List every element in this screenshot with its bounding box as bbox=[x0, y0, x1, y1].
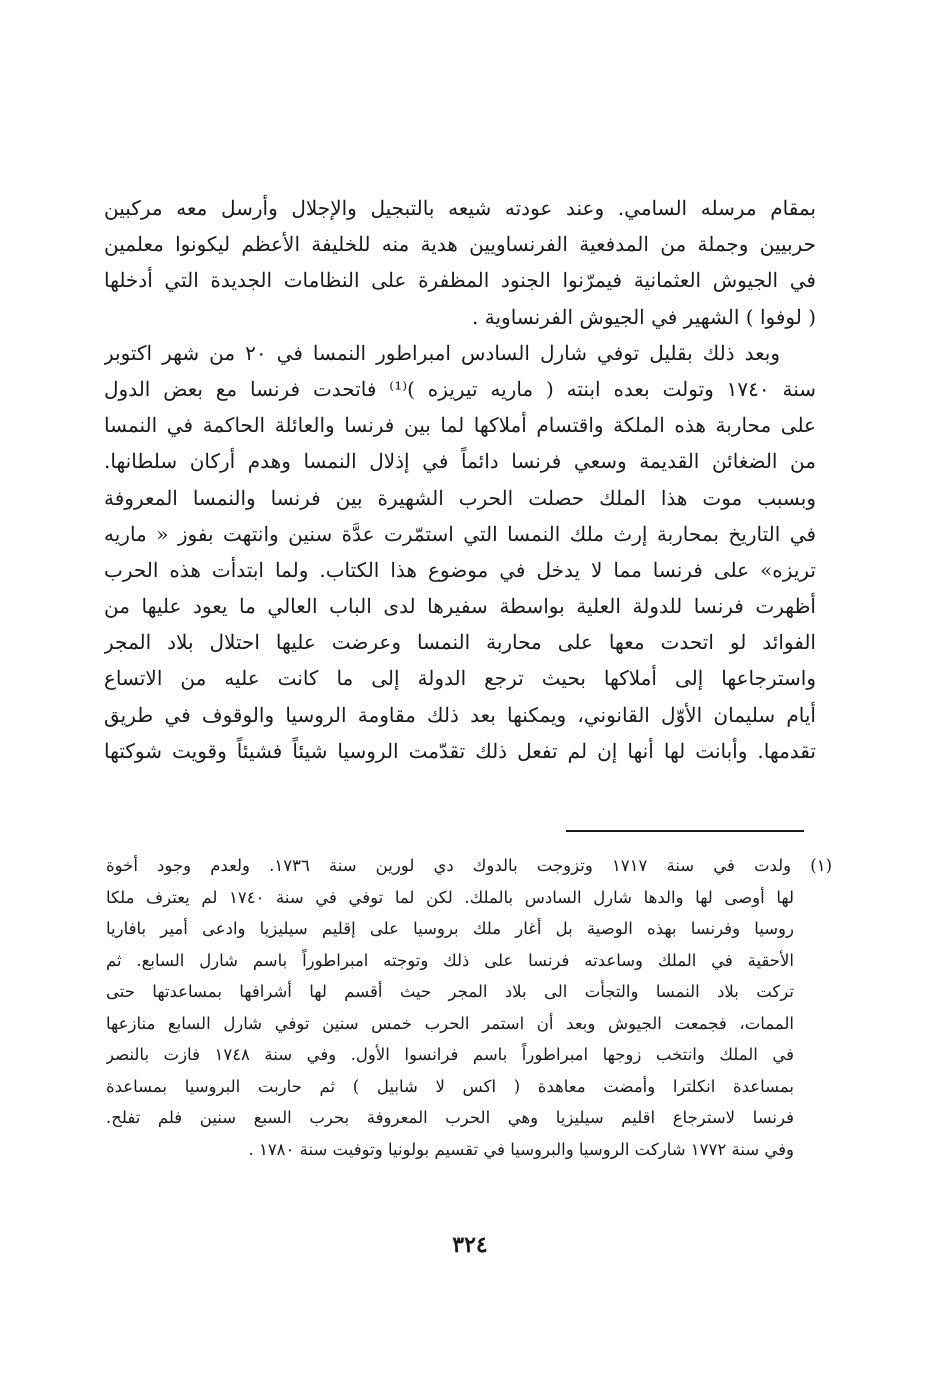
text-line: حربيين وجملة من المدفعية الفرنساويين هدية منه للخليفة الأعظم ليكونوا معلمين bbox=[104, 232, 816, 257]
footnote-line: الأحقية في الملك وساعدته فرنسا على ذلك وتوجته امبراطوراً باسم شارل السابع. ثم bbox=[106, 950, 794, 970]
text-line: الفوائد لو اتحدت معها على محاربة النمسا وعرضت عليها احتلال بلاد المجر bbox=[104, 630, 816, 655]
footnote-line: تركت بلاد النمسا والتجأت الى بلاد المجر حيث أقسم لها أشرافها بمساعدتها حتى bbox=[106, 982, 794, 1001]
text-line: من الضغائن القديمة وسعي فرنسا دائماً في إذلال النمسا وهدم أركان سلطانها. bbox=[104, 449, 816, 474]
page-number: ٣٢٤ bbox=[452, 1232, 488, 1258]
text-line: وبسبب موت هذا الملك حصلت الحرب الشهيرة بين فرنسا والنمسا المعروفة bbox=[104, 485, 816, 510]
text-line: على محاربة هذه الملكة واقتسام أملاكها لما بين فرنسا والعائلة الحاكمة في النمسا bbox=[104, 413, 816, 438]
text-line: في التاريخ بمحاربة إرث ملك النمسا التي استمّرت عدَّة سنين وانتهت بفوز « ماريه bbox=[104, 521, 816, 546]
main-text bbox=[104, 190, 816, 769]
footnote-line: (١) ولدت في سنة ١٧١٧ وتزوجت بالدوك دي لورين سنة ١٧٣٦. ولعدم وجود أخوة bbox=[106, 856, 832, 875]
footnote-line: في الملك وانتخب زوجها امبراطوراً باسم فرانسوا الأول. وفي سنة ١٧٤٨ فازت بالنصر bbox=[106, 1045, 795, 1064]
text-line: ( لوفوا ) الشهير في الجيوش الفرنساوية . bbox=[472, 304, 816, 329]
footnote-line: بمساعدة انكلترا وأمضت معاهدة ( اكس لا شابيل ) ثم حاربت البروسيا بمساعدة bbox=[106, 1076, 794, 1096]
footnote-line: فرنسا لاسترجاع اقليم سيليزيا وهي الحرب المعروفة بحرب السبع سنين فلم تفلح. bbox=[106, 1108, 794, 1127]
text-line: تريزه» على فرنسا مما لا يدخل في موضوع هذا الكتاب. ولما ابتدأت هذه الحرب bbox=[104, 557, 816, 582]
text-line: أيام سليمان الأوّل القانوني، ويمكنها بعد ذلك مقاومة الروسيا والوقوف في طريق bbox=[104, 702, 816, 727]
text-line: في الجيوش العثمانية فيمرّنوا الجنود المظفرة على النظامات الجديدة التي أدخلها bbox=[104, 268, 816, 293]
footnote-line: لها أوصى لها والدها شارل السادس بالملك. لكن لما توفي في سنة ١٧٤٠ لم يعترف ملكا bbox=[106, 887, 794, 907]
text-line: وبعد ذلك بقليل توفي شارل السادس امبراطور النمسا في ٢٠ من شهر اكتوبر bbox=[104, 340, 780, 365]
footnote-line: روسيا وفرنسا بهذه الوصية بل أغار ملك بروسيا على إقليم سيليزيا وادعى أمير بافاريا bbox=[106, 919, 794, 938]
text-line: واسترجاعها إلى أملاكها بحيث ترجع الدولة إلى ما كانت عليه من الاتساع bbox=[104, 666, 816, 691]
footnote-line: وفي سنة ١٧٧٢ شاركت الروسيا والبروسيا في تقسيم بولونيا وتوفيت سنة ١٧٨٠ . bbox=[248, 1139, 794, 1159]
text-line: تقدمها. وأبانت لها أنها إن لم تفعل ذلك تقدّمت الروسيا شيئاً فشيئاً وقويت شوكتها bbox=[104, 738, 816, 763]
text-line: سنة ١٧٤٠ وتولت بعده ابنته ( ماريه تيريزه )⁽¹⁾ فاتحدت فرنسا مع بعض الدول bbox=[104, 376, 816, 401]
text-line: بمقام مرسله السامي. وعند عودته شيعه بالتبجيل والإجلال وأرسل معه مركبين bbox=[104, 196, 816, 220]
text-line: أظهرت فرنسا للدولة العلية بواسطة سفيرها لدى الباب العالي ما يعود عليها من bbox=[104, 594, 816, 619]
footnotes bbox=[106, 850, 832, 1165]
footnote-line: الممات، فجمعت الجيوش وبعد أن استمر الحرب خمس سنين توفي شارل السابع منازعها bbox=[106, 1013, 794, 1033]
footnote-divider bbox=[566, 830, 804, 832]
